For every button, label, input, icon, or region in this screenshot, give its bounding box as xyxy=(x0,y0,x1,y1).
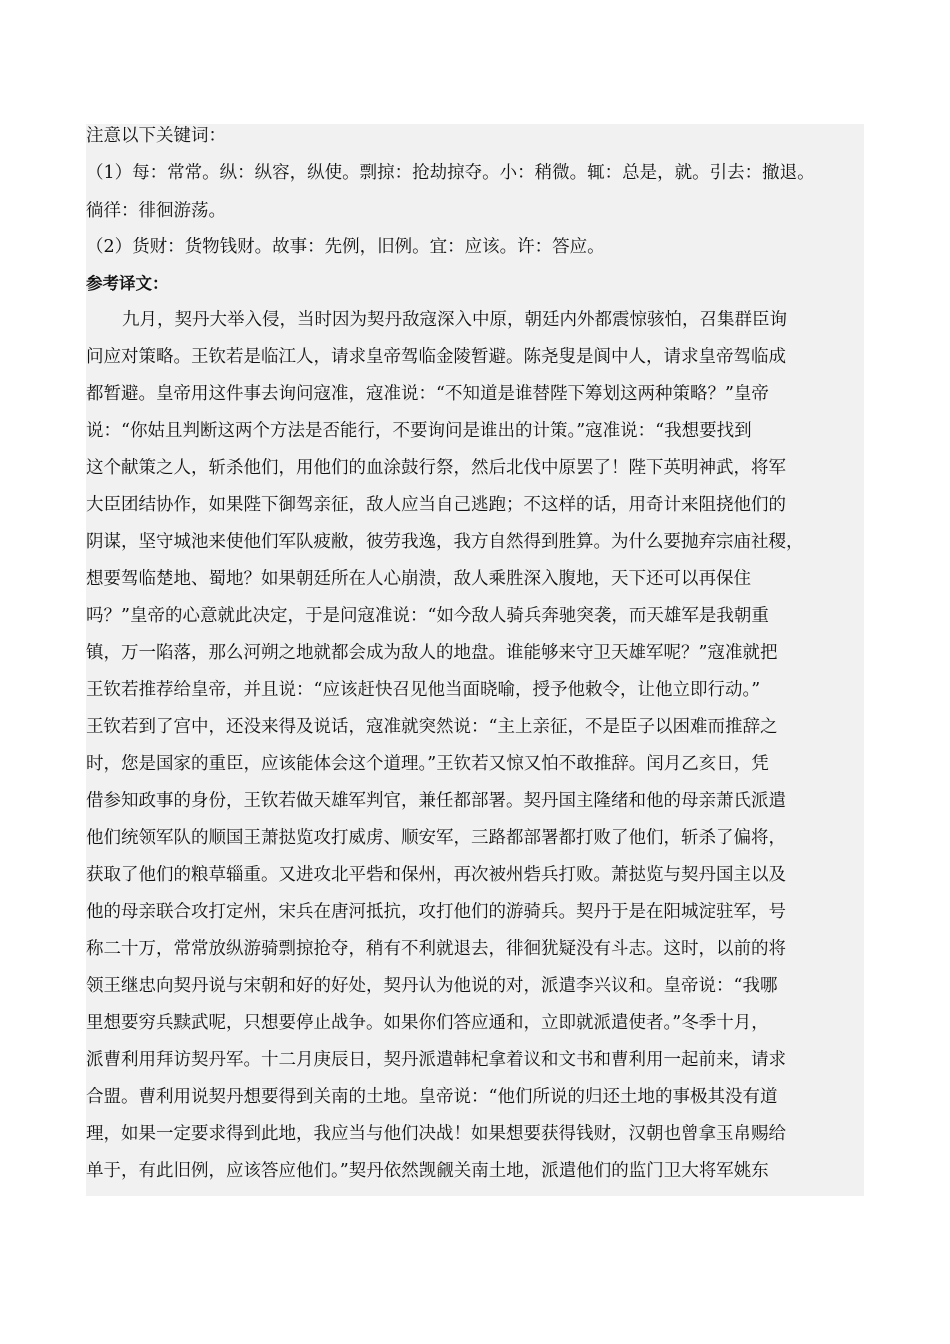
translation-line: 借参知政事的身份，王钦若做天雄军判官，兼任都部署。契丹国主隆绪和他的母亲萧氏派遣 xyxy=(86,791,786,811)
translation-heading: 参考译文： xyxy=(86,274,169,293)
translation-line: 王钦若推荐给皇帝，并且说：“应该赶快召见他当面晓喻，授予他敕令，让他立即行动。” xyxy=(86,680,761,700)
translation-line: 想要驾临楚地、蜀地？如果朝廷所在人心崩溃，敌人乘胜深入腹地，天下还可以再保住 xyxy=(86,569,751,589)
translation-line: 大臣团结协作，如果陛下御驾亲征，敌人应当自己逃跑；不这样的话，用奇计来阻挠他们的 xyxy=(86,495,786,515)
translation-line: 时，您是国家的重臣，应该能体会这个道理。”王钦若又惊又怕不敢推辞。闰月乙亥日，凭 xyxy=(86,754,769,774)
translation-line: 镇，万一陷落，那么河朔之地就都会成为敌人的地盘。谁能够来守卫天雄军呢？”寇准就把 xyxy=(86,643,778,663)
translation-line: 单于，有此旧例，应该答应他们。”契丹依然觊觎关南土地，派遣他们的监门卫大将军姚东 xyxy=(86,1161,769,1181)
notes-item-2: （2）货财：货物钱财。故事：先例，旧例。宜：应该。许：答应。 xyxy=(86,237,605,257)
translation-line: 称二十万，常常放纵游骑剽掠抢夺，稍有不利就退去，徘徊犹疑没有斗志。这时，以前的将 xyxy=(86,939,786,959)
translation-line: 说：“你姑且判断这两个方法是否能行，不要询问是谁出的计策。”寇准说：“我想要找到 xyxy=(86,421,752,441)
notes-item-1: （1）每：常常。纵：纵容，纵使。剽掠：抢劫掠夺。小：稍微。辄：总是，就。引去：撤退。 xyxy=(86,163,815,183)
translation-line: 王钦若到了宫中，还没来得及说话，寇准就突然说：“主上亲征，不是臣子以困难而推辞之 xyxy=(86,717,778,737)
translation-line: 领王继忠向契丹说与宋朝和好的好处，契丹认为他说的对，派遣李兴议和。皇帝说：“我哪 xyxy=(86,976,778,996)
translation-line: 派曹利用拜访契丹军。十二月庚辰日，契丹派遣韩杞拿着议和文书和曹利用一起前来，请求 xyxy=(86,1050,786,1070)
translation-line: 九月，契丹大举入侵，当时因为契丹敌寇深入中原，朝廷内外都震惊骇怕，召集群臣询 xyxy=(122,310,787,330)
translation-line: 问应对策略。王钦若是临江人，请求皇帝驾临金陵暂避。陈尧叟是阆中人，请求皇帝驾临成 xyxy=(86,347,786,367)
translation-line: 阴谋，坚守城池来使他们军队疲敝，彼劳我逸，我方自然得到胜算。为什么要抛弃宗庙社稷， xyxy=(86,532,804,552)
translation-line: 里想要穷兵黩武呢，只想要停止战争。如果你们答应通和，立即就派遣使者。”冬季十月， xyxy=(86,1013,769,1033)
translation-line: 他的母亲联合攻打定州，宋兵在唐河抵抗，攻打他们的游骑兵。契丹于是在阳城淀驻军，号 xyxy=(86,902,786,922)
translation-line: 他们统领军队的顺国王萧挞览攻打威虏、顺安军，三路都部署都打败了他们，斩杀了偏将， xyxy=(86,828,786,848)
translation-line: 获取了他们的粮草辎重。又进攻北平砦和保州，再次被州砦兵打败。萧挞览与契丹国主以及 xyxy=(86,865,786,885)
notes-title: 注意以下关键词： xyxy=(86,126,226,146)
translation-line: 都暂避。皇帝用这件事去询问寇准，寇准说：“不知道是谁替陛下筹划这两种策略？”皇帝 xyxy=(86,384,769,404)
notes-item-1-continued: 徜徉：徘徊游荡。 xyxy=(86,201,226,221)
translation-line: 理，如果一定要求得到此地，我应当与他们决战！如果想要获得钱财，汉朝也曾拿玉帛赐给 xyxy=(86,1124,786,1144)
translation-line: 合盟。曹利用说契丹想要得到关南的土地。皇帝说：“他们所说的归还土地的事极其没有道 xyxy=(86,1087,778,1107)
translation-line: 这个献策之人，斩杀他们，用他们的血涂鼓行祭，然后北伐中原罢了！陛下英明神武，将军 xyxy=(86,458,786,478)
translation-line: 吗？”皇帝的心意就此决定，于是问寇准说：“如今敌人骑兵奔驰突袭，而天雄军是我朝重 xyxy=(86,606,769,626)
